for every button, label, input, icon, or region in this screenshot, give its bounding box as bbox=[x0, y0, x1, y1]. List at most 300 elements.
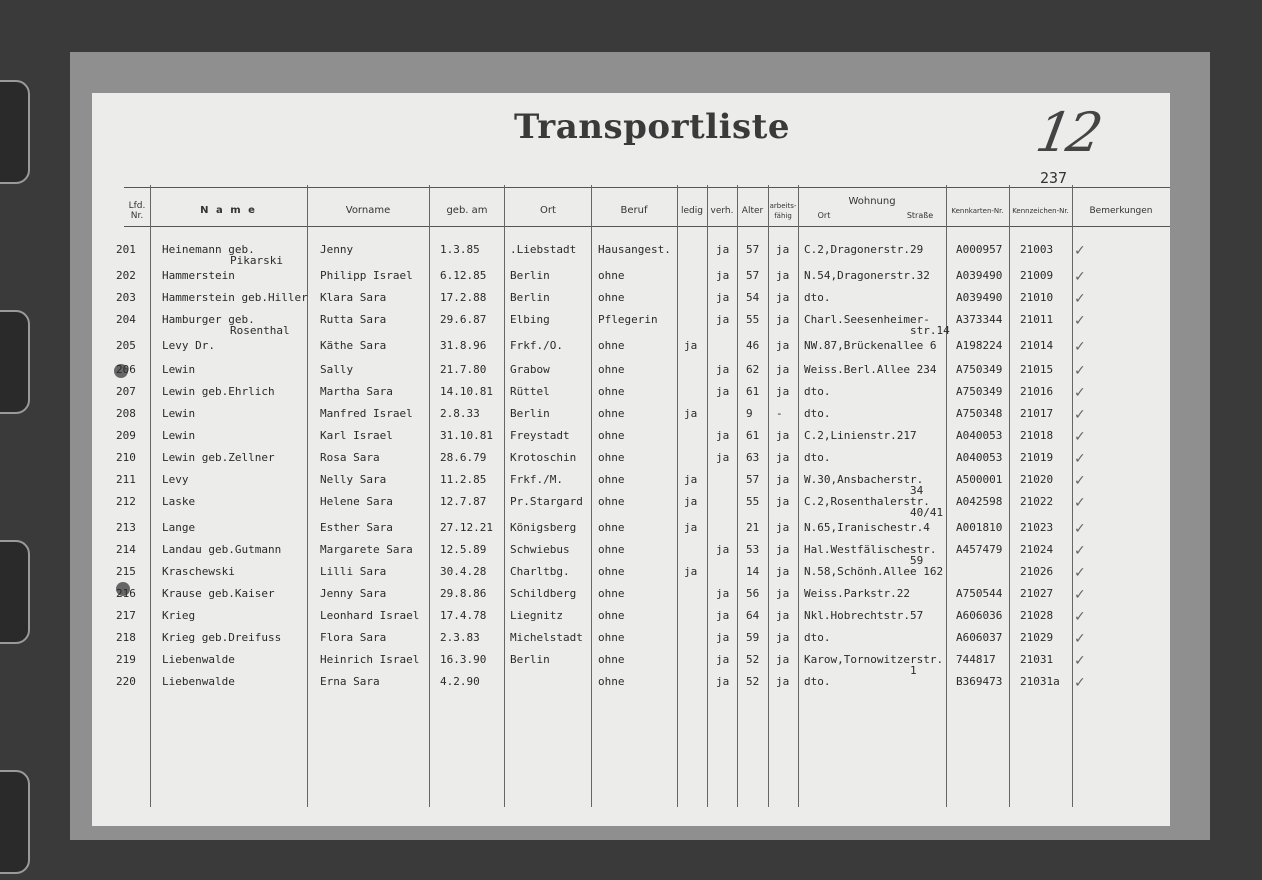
row-ort: Grabow bbox=[510, 363, 550, 376]
row-wohnung: NW.87,Brückenallee 6 bbox=[804, 339, 937, 352]
check-mark-icon: ✓ bbox=[1074, 473, 1086, 489]
row-vorname: Klara Sara bbox=[320, 291, 387, 304]
row-name: Landau geb.Gutmann bbox=[162, 543, 282, 556]
header-verh: verh. bbox=[710, 206, 734, 216]
row-kennkarte: A750544 bbox=[956, 587, 1003, 600]
row-wohnung: Weiss.Parkstr.22 bbox=[804, 587, 910, 600]
row-alter: 52 bbox=[746, 653, 760, 666]
row-wohnung: W.30,Ansbacherstr. bbox=[804, 473, 924, 486]
check-mark-icon: ✓ bbox=[1074, 521, 1086, 537]
handwritten-number: 12 bbox=[1031, 101, 1104, 164]
row-number: 203 bbox=[116, 291, 136, 304]
header-geb: geb. am bbox=[446, 205, 488, 216]
row-geb: 2.8.33 bbox=[440, 407, 480, 420]
row-ledig: ja bbox=[684, 565, 698, 578]
row-alter: 55 bbox=[746, 495, 760, 508]
check-mark-icon: ✓ bbox=[1074, 313, 1086, 329]
row-beruf: ohne bbox=[598, 451, 625, 464]
row-arbeitsfaehig: ja bbox=[776, 543, 790, 556]
row-name: Liebenwalde bbox=[162, 653, 235, 666]
row-alter: 64 bbox=[746, 609, 760, 622]
row-kennkarte: A373344 bbox=[956, 313, 1003, 326]
row-arbeitsfaehig: ja bbox=[776, 313, 790, 326]
row-geb: 21.7.80 bbox=[440, 363, 487, 376]
row-number: 213 bbox=[116, 521, 136, 534]
row-ledig: ja bbox=[684, 339, 698, 352]
row-wohnung: dto. bbox=[804, 451, 831, 464]
film-perforation bbox=[0, 310, 30, 414]
row-alter: 52 bbox=[746, 675, 760, 688]
row-wohnung: Hal.Westfälischestr. bbox=[804, 543, 937, 556]
check-mark-icon: ✓ bbox=[1074, 609, 1086, 625]
row-beruf: ohne bbox=[598, 429, 625, 442]
check-mark-icon: ✓ bbox=[1074, 339, 1086, 355]
row-ort: Michelstadt bbox=[510, 631, 583, 644]
row-ort: Liegnitz bbox=[510, 609, 563, 622]
row-geb: 16.3.90 bbox=[440, 653, 487, 666]
row-kennkarte: A198224 bbox=[956, 339, 1003, 352]
row-kennzeichen: 21009 bbox=[1020, 269, 1054, 282]
row-ort: Charltbg. bbox=[510, 565, 570, 578]
row-kennzeichen: 21018 bbox=[1020, 429, 1054, 442]
row-kennzeichen: 21031a bbox=[1020, 675, 1060, 688]
row-kennkarte: A750348 bbox=[956, 407, 1003, 420]
page-number: 237 bbox=[1040, 169, 1068, 187]
row-beruf: ohne bbox=[598, 363, 625, 376]
check-mark-icon: ✓ bbox=[1074, 631, 1086, 647]
check-mark-icon: ✓ bbox=[1074, 429, 1086, 445]
row-wohnung: C.2,Rosenthalerstr. bbox=[804, 495, 930, 508]
row-kennkarte: B369473 bbox=[956, 675, 1003, 688]
row-ort: Berlin bbox=[510, 291, 550, 304]
row-ort: Freystadt bbox=[510, 429, 570, 442]
row-ort: Schildberg bbox=[510, 587, 577, 600]
row-geb: 30.4.28 bbox=[440, 565, 487, 578]
row-verh: ja bbox=[716, 609, 730, 622]
row-arbeitsfaehig: ja bbox=[776, 385, 790, 398]
row-vorname: Rosa Sara bbox=[320, 451, 380, 464]
row-name-continued: Pikarski bbox=[230, 254, 283, 267]
row-number: 201 bbox=[116, 243, 136, 256]
row-name: Kraschewski bbox=[162, 565, 235, 578]
row-alter: 21 bbox=[746, 521, 760, 534]
row-kennzeichen: 21024 bbox=[1020, 543, 1054, 556]
row-vorname: Heinrich Israel bbox=[320, 653, 420, 666]
table-row bbox=[92, 563, 1170, 585]
row-ort: .Liebstadt bbox=[510, 243, 577, 256]
row-geb: 11.2.85 bbox=[440, 473, 487, 486]
row-kennkarte: A040053 bbox=[956, 429, 1003, 442]
row-ort: Schwiebus bbox=[510, 543, 570, 556]
row-number: 219 bbox=[116, 653, 136, 666]
check-mark-icon: ✓ bbox=[1074, 269, 1086, 285]
row-name: Lewin bbox=[162, 429, 196, 442]
row-kennzeichen: 21011 bbox=[1020, 313, 1054, 326]
row-wohnung: C.2,Dragonerstr.29 bbox=[804, 243, 924, 256]
row-ort: Frkf./M. bbox=[510, 473, 563, 486]
row-beruf: ohne bbox=[598, 675, 625, 688]
row-number: 206 bbox=[116, 363, 136, 376]
row-wohnung: Weiss.Berl.Allee 234 bbox=[804, 363, 937, 376]
row-kennkarte: A040053 bbox=[956, 451, 1003, 464]
row-alter: 53 bbox=[746, 543, 760, 556]
table-row bbox=[92, 449, 1170, 471]
row-beruf: ohne bbox=[598, 291, 625, 304]
row-arbeitsfaehig: ja bbox=[776, 495, 790, 508]
header-wohnung: Wohnung bbox=[848, 196, 896, 207]
row-vorname: Margarete Sara bbox=[320, 543, 413, 556]
row-kennkarte: A000957 bbox=[956, 243, 1003, 256]
row-ledig: ja bbox=[684, 473, 698, 486]
table-row bbox=[92, 471, 1170, 497]
row-verh: ja bbox=[716, 587, 730, 600]
row-vorname: Martha Sara bbox=[320, 385, 393, 398]
table-row bbox=[92, 673, 1170, 695]
row-beruf: ohne bbox=[598, 407, 625, 420]
row-kennzeichen: 21015 bbox=[1020, 363, 1054, 376]
row-number: 209 bbox=[116, 429, 136, 442]
row-kennzeichen: 21028 bbox=[1020, 609, 1054, 622]
row-vorname: Rutta Sara bbox=[320, 313, 387, 326]
row-alter: 54 bbox=[746, 291, 760, 304]
header-wohnung-ort: Ort bbox=[817, 211, 831, 220]
row-vorname: Helene Sara bbox=[320, 495, 393, 508]
row-alter: 55 bbox=[746, 313, 760, 326]
film-perforation bbox=[0, 80, 30, 184]
table-top-rule bbox=[124, 187, 1170, 188]
row-arbeitsfaehig: - bbox=[776, 407, 783, 420]
row-alter: 61 bbox=[746, 385, 760, 398]
row-geb: 27.12.21 bbox=[440, 521, 493, 534]
row-kennzeichen: 21029 bbox=[1020, 631, 1054, 644]
header-kennkarten: Kennkarten-Nr. bbox=[951, 207, 1004, 215]
table-row bbox=[92, 337, 1170, 359]
row-name: Krause geb.Kaiser bbox=[162, 587, 275, 600]
row-verh: ja bbox=[716, 269, 730, 282]
row-number: 205 bbox=[116, 339, 136, 352]
row-arbeitsfaehig: ja bbox=[776, 653, 790, 666]
check-mark-icon: ✓ bbox=[1074, 565, 1086, 581]
row-alter: 46 bbox=[746, 339, 760, 352]
row-alter: 63 bbox=[746, 451, 760, 464]
header-name: N a m e bbox=[200, 205, 257, 216]
film-perforation bbox=[0, 770, 30, 874]
row-wohnung: Nkl.Hobrechtstr.57 bbox=[804, 609, 924, 622]
row-arbeitsfaehig: ja bbox=[776, 291, 790, 304]
row-kennzeichen: 21027 bbox=[1020, 587, 1054, 600]
row-beruf: ohne bbox=[598, 631, 625, 644]
header-lfd: Lfd. Nr. bbox=[128, 201, 146, 221]
row-number: 208 bbox=[116, 407, 136, 420]
row-number: 207 bbox=[116, 385, 136, 398]
row-wohnung: dto. bbox=[804, 385, 831, 398]
row-arbeitsfaehig: ja bbox=[776, 675, 790, 688]
row-verh: ja bbox=[716, 385, 730, 398]
row-kennzeichen: 21003 bbox=[1020, 243, 1054, 256]
row-number: 214 bbox=[116, 543, 136, 556]
row-kennkarte: A042598 bbox=[956, 495, 1003, 508]
row-vorname: Lilli Sara bbox=[320, 565, 387, 578]
table-row bbox=[92, 629, 1170, 651]
row-kennkarte: 744817 bbox=[956, 653, 996, 666]
row-kennzeichen: 21014 bbox=[1020, 339, 1054, 352]
row-verh: ja bbox=[716, 363, 730, 376]
row-geb: 12.5.89 bbox=[440, 543, 487, 556]
row-name: Hammerstein bbox=[162, 269, 235, 282]
row-wohnung: N.58,Schönh.Allee 162 bbox=[804, 565, 944, 578]
check-mark-icon: ✓ bbox=[1074, 243, 1086, 259]
row-beruf: ohne bbox=[598, 521, 625, 534]
table-row bbox=[92, 651, 1170, 677]
header-wohnung-strasse: Straße bbox=[906, 211, 934, 220]
row-arbeitsfaehig: ja bbox=[776, 609, 790, 622]
row-geb: 29.6.87 bbox=[440, 313, 487, 326]
table-row bbox=[92, 361, 1170, 383]
check-mark-icon: ✓ bbox=[1074, 363, 1086, 379]
row-name: Heinemann geb. bbox=[162, 243, 255, 256]
check-mark-icon: ✓ bbox=[1074, 385, 1086, 401]
row-vorname: Käthe Sara bbox=[320, 339, 387, 352]
row-geb: 14.10.81 bbox=[440, 385, 493, 398]
row-alter: 9 bbox=[746, 407, 753, 420]
row-alter: 56 bbox=[746, 587, 760, 600]
row-ort: Frkf./O. bbox=[510, 339, 563, 352]
row-ledig: ja bbox=[684, 407, 698, 420]
row-kennzeichen: 21026 bbox=[1020, 565, 1054, 578]
row-wohnung: Charl.Seesenheimer- bbox=[804, 313, 930, 326]
row-vorname: Erna Sara bbox=[320, 675, 380, 688]
row-name: Lewin bbox=[162, 363, 196, 376]
row-number: 215 bbox=[116, 565, 136, 578]
table-row bbox=[92, 311, 1170, 337]
document-sheet bbox=[92, 93, 1170, 826]
check-mark-icon: ✓ bbox=[1074, 451, 1086, 467]
row-name: Lewin bbox=[162, 407, 196, 420]
row-arbeitsfaehig: ja bbox=[776, 429, 790, 442]
check-mark-icon: ✓ bbox=[1074, 675, 1086, 691]
row-beruf: ohne bbox=[598, 269, 625, 282]
row-arbeitsfaehig: ja bbox=[776, 631, 790, 644]
row-wohnung: dto. bbox=[804, 407, 831, 420]
row-wohnung-continued: 34 bbox=[910, 484, 924, 497]
row-wohnung: N.65,Iranischestr.4 bbox=[804, 521, 930, 534]
row-kennzeichen: 21010 bbox=[1020, 291, 1054, 304]
row-name-continued: Rosenthal bbox=[230, 324, 290, 337]
row-verh: ja bbox=[716, 451, 730, 464]
row-kennzeichen: 21016 bbox=[1020, 385, 1054, 398]
table-row bbox=[92, 493, 1170, 519]
row-geb: 1.3.85 bbox=[440, 243, 480, 256]
row-ort: Elbing bbox=[510, 313, 550, 326]
row-arbeitsfaehig: ja bbox=[776, 243, 790, 256]
row-kennzeichen: 21022 bbox=[1020, 495, 1054, 508]
table-row bbox=[92, 267, 1170, 289]
row-arbeitsfaehig: ja bbox=[776, 339, 790, 352]
row-name: Lewin geb.Zellner bbox=[162, 451, 275, 464]
row-verh: ja bbox=[716, 313, 730, 326]
row-geb: 17.4.78 bbox=[440, 609, 487, 622]
row-kennzeichen: 21019 bbox=[1020, 451, 1054, 464]
row-beruf: ohne bbox=[598, 609, 625, 622]
row-name: Levy Dr. bbox=[162, 339, 215, 352]
row-kennzeichen: 21023 bbox=[1020, 521, 1054, 534]
row-beruf: ohne bbox=[598, 339, 625, 352]
row-kennkarte: A001810 bbox=[956, 521, 1003, 534]
row-name: Krieg geb.Dreifuss bbox=[162, 631, 282, 644]
row-verh: ja bbox=[716, 653, 730, 666]
row-geb: 17.2.88 bbox=[440, 291, 487, 304]
row-verh: ja bbox=[716, 631, 730, 644]
check-mark-icon: ✓ bbox=[1074, 587, 1086, 603]
check-mark-icon: ✓ bbox=[1074, 291, 1086, 307]
row-alter: 57 bbox=[746, 269, 760, 282]
row-alter: 59 bbox=[746, 631, 760, 644]
check-mark-icon: ✓ bbox=[1074, 495, 1086, 511]
row-beruf: ohne bbox=[598, 473, 625, 486]
row-arbeitsfaehig: ja bbox=[776, 587, 790, 600]
row-name: Hammerstein geb.Hiller bbox=[162, 291, 308, 304]
row-arbeitsfaehig: ja bbox=[776, 473, 790, 486]
row-number: 204 bbox=[116, 313, 136, 326]
row-kennkarte: A457479 bbox=[956, 543, 1003, 556]
check-mark-icon: ✓ bbox=[1074, 407, 1086, 423]
table-row bbox=[92, 289, 1170, 311]
row-name: Liebenwalde bbox=[162, 675, 235, 688]
row-vorname: Jenny Sara bbox=[320, 587, 387, 600]
row-number: 211 bbox=[116, 473, 136, 486]
row-name: Hamburger geb. bbox=[162, 313, 255, 326]
table-row bbox=[92, 541, 1170, 567]
page-title: Transportliste bbox=[513, 107, 790, 147]
row-geb: 29.8.86 bbox=[440, 587, 487, 600]
table-row bbox=[92, 241, 1170, 267]
row-alter: 57 bbox=[746, 473, 760, 486]
row-verh: ja bbox=[716, 291, 730, 304]
row-ort: Berlin bbox=[510, 653, 550, 666]
row-wohnung: dto. bbox=[804, 631, 831, 644]
row-vorname: Leonhard Israel bbox=[320, 609, 420, 622]
table-row bbox=[92, 383, 1170, 405]
row-beruf: ohne bbox=[598, 587, 625, 600]
row-ort: Berlin bbox=[510, 407, 550, 420]
row-ort: Rüttel bbox=[510, 385, 550, 398]
table-row bbox=[92, 427, 1170, 449]
header-bemerkungen: Bemerkungen bbox=[1089, 206, 1153, 216]
row-kennkarte: A039490 bbox=[956, 269, 1003, 282]
row-number: 218 bbox=[116, 631, 136, 644]
row-geb: 31.10.81 bbox=[440, 429, 493, 442]
row-number: 210 bbox=[116, 451, 136, 464]
row-alter: 62 bbox=[746, 363, 760, 376]
row-geb: 2.3.83 bbox=[440, 631, 480, 644]
row-name: Krieg bbox=[162, 609, 196, 622]
header-alter: Alter bbox=[741, 206, 764, 216]
table-row bbox=[92, 607, 1170, 629]
row-number: 216 bbox=[116, 587, 136, 600]
row-verh: ja bbox=[716, 243, 730, 256]
row-arbeitsfaehig: ja bbox=[776, 363, 790, 376]
row-name: Lange bbox=[162, 521, 196, 534]
row-alter: 14 bbox=[746, 565, 760, 578]
row-arbeitsfaehig: ja bbox=[776, 451, 790, 464]
row-wohnung-continued: 1 bbox=[910, 664, 917, 677]
row-kennzeichen: 21017 bbox=[1020, 407, 1054, 420]
row-arbeitsfaehig: ja bbox=[776, 521, 790, 534]
row-ort: Königsberg bbox=[510, 521, 577, 534]
row-wohnung: dto. bbox=[804, 291, 831, 304]
row-beruf: ohne bbox=[598, 653, 625, 666]
row-geb: 4.2.90 bbox=[440, 675, 480, 688]
row-vorname: Flora Sara bbox=[320, 631, 387, 644]
row-beruf: ohne bbox=[598, 565, 625, 578]
row-arbeitsfaehig: ja bbox=[776, 565, 790, 578]
row-verh: ja bbox=[716, 675, 730, 688]
row-number: 220 bbox=[116, 675, 136, 688]
row-name: Laske bbox=[162, 495, 196, 508]
row-vorname: Sally bbox=[320, 363, 354, 376]
row-ort: Pr.Stargard bbox=[510, 495, 583, 508]
row-vorname: Manfred Israel bbox=[320, 407, 413, 420]
row-number: 212 bbox=[116, 495, 136, 508]
row-wohnung-continued: 40/41 bbox=[910, 506, 944, 519]
check-mark-icon: ✓ bbox=[1074, 543, 1086, 559]
row-ledig: ja bbox=[684, 495, 698, 508]
row-alter: 61 bbox=[746, 429, 760, 442]
row-vorname: Esther Sara bbox=[320, 521, 393, 534]
row-ort: Berlin bbox=[510, 269, 550, 282]
row-arbeitsfaehig: ja bbox=[776, 269, 790, 282]
row-kennkarte: A039490 bbox=[956, 291, 1003, 304]
row-geb: 6.12.85 bbox=[440, 269, 487, 282]
row-wohnung-continued: 59 bbox=[910, 554, 924, 567]
row-kennkarte: A606036 bbox=[956, 609, 1003, 622]
row-wohnung: Karow,Tornowitzerstr. bbox=[804, 653, 944, 666]
row-beruf: Hausangest. bbox=[598, 243, 671, 256]
table-row bbox=[92, 405, 1170, 427]
row-geb: 31.8.96 bbox=[440, 339, 487, 352]
check-mark-icon: ✓ bbox=[1074, 653, 1086, 669]
header-ort: Ort bbox=[540, 205, 556, 216]
header-ledig: ledig bbox=[681, 206, 703, 216]
row-geb: 28.6.79 bbox=[440, 451, 487, 464]
film-perforation bbox=[0, 540, 30, 644]
row-kennkarte: A606037 bbox=[956, 631, 1003, 644]
row-verh: ja bbox=[716, 543, 730, 556]
row-wohnung: C.2,Linienstr.217 bbox=[804, 429, 917, 442]
row-vorname: Philipp Israel bbox=[320, 269, 413, 282]
row-vorname: Jenny bbox=[320, 243, 354, 256]
row-ledig: ja bbox=[684, 521, 698, 534]
row-wohnung: dto. bbox=[804, 675, 831, 688]
header-kennzeichen: Kennzeichen-Nr. bbox=[1012, 207, 1069, 215]
row-kennkarte: A750349 bbox=[956, 385, 1003, 398]
row-vorname: Nelly Sara bbox=[320, 473, 387, 486]
row-number: 217 bbox=[116, 609, 136, 622]
row-number: 202 bbox=[116, 269, 136, 282]
header-arbeitsfaehig: arbeits-fähig bbox=[769, 202, 797, 220]
row-verh: ja bbox=[716, 429, 730, 442]
row-kennzeichen: 21031 bbox=[1020, 653, 1054, 666]
row-geb: 12.7.87 bbox=[440, 495, 487, 508]
row-vorname: Karl Israel bbox=[320, 429, 393, 442]
row-wohnung-continued: str.14 bbox=[910, 324, 950, 337]
header-beruf: Beruf bbox=[620, 205, 648, 216]
row-alter: 57 bbox=[746, 243, 760, 256]
table-row bbox=[92, 519, 1170, 541]
row-beruf: Pflegerin bbox=[598, 313, 658, 326]
row-name: Lewin geb.Ehrlich bbox=[162, 385, 275, 398]
row-beruf: ohne bbox=[598, 495, 625, 508]
